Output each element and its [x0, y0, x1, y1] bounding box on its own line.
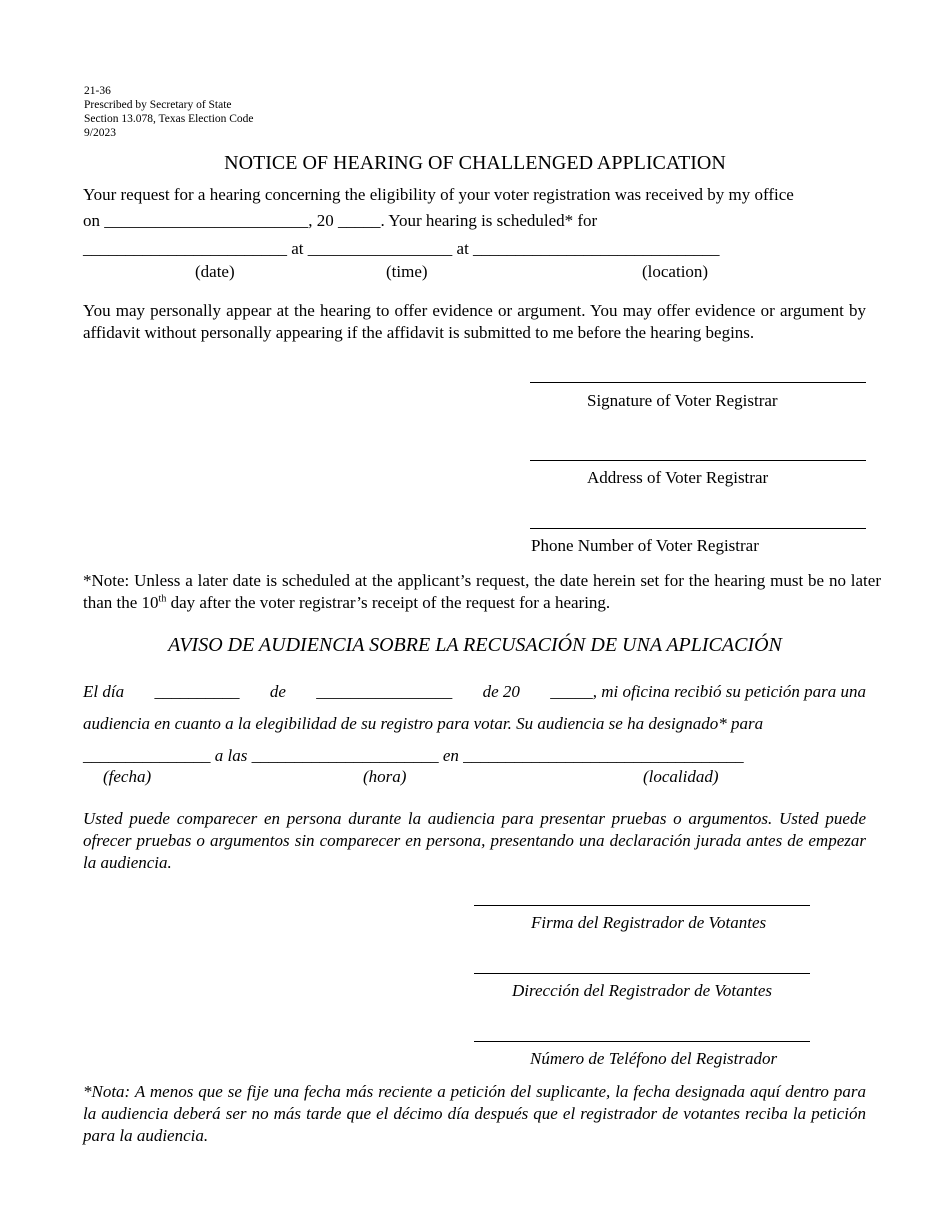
spanish-line1-d[interactable]: ________________: [316, 682, 453, 701]
spanish-title: AVISO DE AUDIENCIA SOBRE LA RECUSACIÓN DE UNA APLICACIÓN: [168, 634, 782, 656]
spanish-line1-f[interactable]: _____, mi oficina recibió su petición para una: [550, 682, 866, 701]
english-request-line: Your request for a hearing concerning the eligibility of your voter registration was received by my office: [83, 185, 794, 204]
english-signature-label: Signature of Voter Registrar: [587, 391, 778, 410]
english-label-time: (time): [386, 262, 428, 281]
english-note-part1: *Note: Unless a later date is scheduled at the applicant’s request, the date herein set for the hearing must be no later than the 10: [83, 571, 881, 612]
spanish-line1-c: de: [269, 682, 286, 701]
code-section: Section 13.078, Texas Election Code: [84, 113, 254, 125]
form-number: 21-36: [84, 85, 111, 97]
spanish-label-fecha: (fecha): [103, 767, 152, 786]
english-signature-line[interactable]: [530, 382, 866, 383]
spanish-date-line[interactable]: [83, 681, 866, 703]
spanish-signature-line[interactable]: [474, 905, 810, 906]
spanish-phone-line[interactable]: [474, 1041, 810, 1042]
form-date: 9/2023: [84, 127, 116, 139]
spanish-request-line: audiencia en cuanto a la elegibilidad de su registro para votar. Su audiencia se ha designado* para: [83, 714, 764, 733]
spanish-address-label: Dirección del Registrador de Votantes: [512, 981, 772, 1000]
spanish-signature-label: Firma del Registrador de Votantes: [531, 913, 767, 932]
english-phone-label: Phone Number of Voter Registrar: [531, 536, 759, 555]
english-paragraph: You may personally appear at the hearing to offer evidence or argument. You may offer evidence or argument by affidavit without personally appearing if the affidavit is submitted to me before the hearing begins.: [83, 301, 866, 342]
english-title: NOTICE OF HEARING OF CHALLENGED APPLICATION: [224, 152, 726, 174]
spanish-label-localidad: (localidad): [643, 767, 719, 786]
english-note: [83, 570, 881, 614]
spanish-line1-e: de 20: [482, 682, 520, 701]
spanish-address-line[interactable]: [474, 973, 810, 974]
spanish-note: *Nota: A menos que se fije una fecha más reciente a petición del suplicante, la fecha designada aquí dentro para la audiencia deberá ser no más tarde que el décimo día después que el registrador de votantes reciba la petición para la audiencia.: [83, 1082, 866, 1145]
prescribed-by: Prescribed by Secretary of State: [84, 99, 232, 111]
english-phone-line[interactable]: [530, 528, 866, 529]
english-note-part2: day after the voter registrar’s receipt of the request for a hearing.: [166, 593, 611, 612]
spanish-label-hora: (hora): [363, 767, 407, 786]
spanish-paragraph: Usted puede comparecer en persona durante la audiencia para presentar pruebas o argumentos. Usted puede ofrecer pruebas o argumentos sin comparecer en persona, presentando una declaración jurada antes de empezar la audiencia.: [83, 809, 866, 872]
spanish-line1-a: El día: [83, 682, 125, 701]
english-label-date: (date): [195, 262, 235, 281]
english-address-label: Address of Voter Registrar: [587, 468, 769, 487]
english-label-location: (location): [642, 262, 709, 281]
english-address-line[interactable]: [530, 460, 866, 461]
spanish-line1-b[interactable]: __________: [154, 682, 240, 701]
english-note-sup: th: [158, 593, 167, 605]
english-schedule-line[interactable]: ________________________ at _________________ at _____________________________: [83, 239, 720, 258]
english-date-line[interactable]: on ________________________, 20 _____. Your hearing is scheduled* for: [83, 211, 598, 230]
spanish-phone-label: Número de Teléfono del Registrador: [530, 1049, 778, 1068]
spanish-schedule-line[interactable]: _______________ a las ______________________ en _________________________________: [83, 746, 744, 765]
